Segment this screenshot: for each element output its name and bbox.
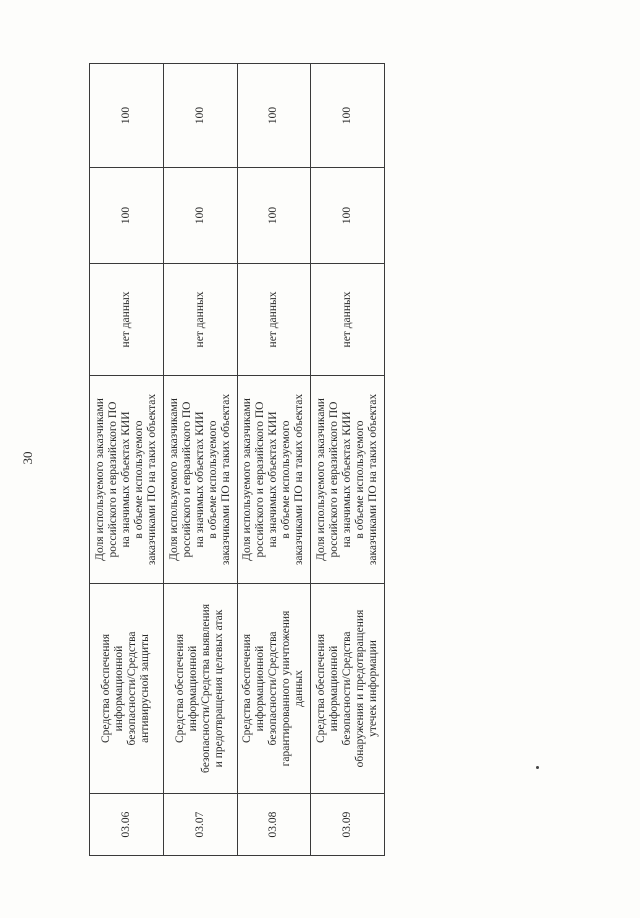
row-code: 03.08 <box>237 794 311 856</box>
row-value-b: 100 <box>163 64 237 168</box>
row-baseline: нет данных <box>90 264 164 376</box>
row-value-b: 100 <box>90 64 164 168</box>
row-baseline: нет данных <box>163 264 237 376</box>
row-code: 03.07 <box>163 794 237 856</box>
row-name: Средства обеспечения информационной безопасности/Средства антивирусной защиты <box>90 584 164 794</box>
table-row <box>237 64 311 856</box>
row-baseline: нет данных <box>237 264 311 376</box>
row-indicator: Доля используемого заказчиками российского и евразийского ПО на значимых объектах КИИ в объеме используемого заказчиками ПО на таких объектах <box>90 376 164 584</box>
table-row <box>163 64 237 856</box>
row-value-a: 100 <box>311 168 385 264</box>
row-name: Средства обеспечения информационной безопасности/Средства обнаружения и предотвращения утечек информации <box>311 584 385 794</box>
classification-table <box>89 63 385 856</box>
table-row <box>90 64 164 856</box>
row-baseline: нет данных <box>311 264 385 376</box>
row-code: 03.09 <box>311 794 385 856</box>
row-indicator: Доля используемого заказчиками российского и евразийского ПО на значимых объектах КИИ в объеме используемого заказчиками ПО на таких объектах <box>163 376 237 584</box>
row-value-a: 100 <box>163 168 237 264</box>
rotated-table-sheet <box>89 64 385 856</box>
row-value-a: 100 <box>90 168 164 264</box>
row-name: Средства обеспечения информационной безопасности/Средства выявления и предотвращения целевых атак <box>163 584 237 794</box>
row-code: 03.06 <box>90 794 164 856</box>
table-row <box>311 64 385 856</box>
page-number: 30 <box>20 451 35 465</box>
row-value-a: 100 <box>237 168 311 264</box>
row-name: Средства обеспечения информационной безопасности/Средства гарантированного уничтожения данных <box>237 584 311 794</box>
ink-speck <box>536 766 539 769</box>
row-indicator: Доля используемого заказчиками российского и евразийского ПО на значимых объектах КИИ в объеме используемого заказчиками ПО на таких объектах <box>237 376 311 584</box>
row-indicator: Доля используемого заказчиками российского и евразийского ПО на значимых объектах КИИ в объеме используемого заказчиками ПО на таких объектах <box>311 376 385 584</box>
row-value-b: 100 <box>237 64 311 168</box>
row-value-b: 100 <box>311 64 385 168</box>
